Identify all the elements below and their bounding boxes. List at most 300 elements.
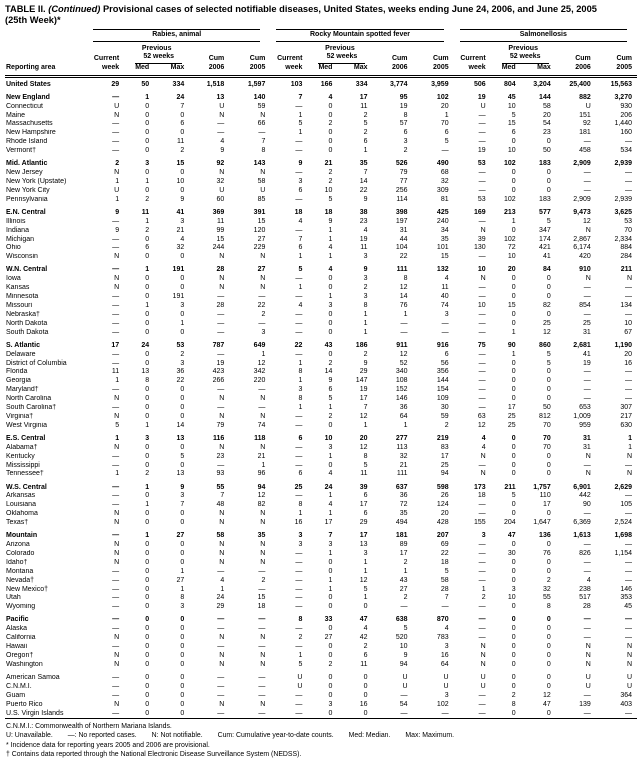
value-cell: —	[217, 461, 225, 469]
value-cell: 18	[294, 208, 303, 216]
value-cell: 0	[145, 691, 150, 699]
value-cell: 102	[504, 235, 516, 243]
value-cell: 2	[180, 147, 185, 155]
value-cell: 9	[180, 195, 185, 203]
value-cell: 63	[477, 412, 486, 420]
value-cell: 146	[620, 585, 632, 593]
value-cell: 22	[440, 549, 449, 557]
value-cell: 0	[328, 709, 333, 717]
value-cell: 10	[507, 102, 516, 110]
value-cell: 12	[542, 691, 551, 699]
value-cell: 18	[440, 558, 449, 566]
reporting-area-cell: New York (Upstate)	[6, 178, 67, 186]
value-cell: 1,009	[573, 412, 591, 420]
value-cell: 6	[363, 510, 368, 518]
value-cell: 0	[511, 682, 516, 690]
value-cell: 143	[253, 160, 266, 168]
value-cell: 0	[328, 284, 333, 292]
value-cell: 2	[444, 421, 449, 429]
value-cell: N	[260, 253, 266, 261]
value-cell: 74	[440, 302, 449, 309]
value-cell: 2	[115, 160, 120, 168]
value-cell: 29	[359, 519, 368, 527]
value-cell: 11	[360, 102, 368, 110]
value-cell: 8	[403, 275, 408, 283]
value-cell: 5	[328, 195, 333, 203]
header-spacer	[87, 42, 124, 53]
value-cell: —	[478, 377, 486, 385]
value-cell: 4	[328, 470, 333, 478]
value-cell: 0	[145, 660, 150, 668]
value-cell: N	[260, 510, 266, 518]
value-cell: 5	[298, 266, 303, 274]
value-cell: 0	[145, 386, 150, 394]
value-cell: —	[295, 625, 303, 633]
value-cell: 118	[254, 434, 266, 442]
value-cell: 41	[582, 350, 591, 358]
value-cell: 0	[180, 700, 185, 708]
value-cell: 3	[328, 541, 333, 549]
value-cell: —	[441, 328, 449, 336]
footnote-abbr-item: N: Not notifiable.	[151, 732, 203, 740]
value-cell: N	[219, 541, 225, 549]
value-cell: 29	[216, 603, 225, 611]
value-cell: —	[625, 377, 632, 385]
reporting-area-cell: Illinois	[6, 217, 26, 225]
value-cell: N	[626, 275, 632, 283]
header-spacer	[596, 42, 637, 53]
value-cell: 57	[399, 120, 408, 128]
value-cell: —	[112, 147, 120, 155]
value-cell: —	[112, 709, 120, 717]
value-cell: 26	[440, 492, 449, 500]
value-cell: —	[258, 625, 266, 633]
table-row	[5, 129, 637, 138]
value-cell: 186	[355, 341, 368, 349]
value-cell: 0	[546, 377, 551, 385]
value-cell: 6	[403, 129, 408, 137]
table-row	[5, 196, 637, 205]
value-cell: 3	[180, 359, 185, 367]
value-cell: 0	[328, 319, 333, 327]
header-spacer	[229, 42, 270, 53]
value-cell: 240	[436, 217, 449, 225]
value-cell: 1	[298, 284, 303, 292]
value-cell: —	[583, 138, 591, 146]
value-cell: 0	[180, 404, 185, 411]
value-cell: —	[478, 541, 486, 549]
value-cell: —	[295, 443, 303, 451]
value-cell: 0	[328, 691, 333, 699]
value-cell: —	[295, 558, 303, 566]
value-cell: 102	[436, 93, 449, 101]
value-cell: 854	[579, 302, 591, 309]
value-cell: N	[260, 660, 266, 668]
value-cell: —	[258, 319, 266, 327]
value-cell: 334	[355, 80, 368, 88]
value-cell: 398	[395, 208, 408, 216]
value-cell: 169	[473, 208, 486, 216]
value-cell: 4	[180, 235, 185, 243]
value-cell: N	[219, 651, 225, 659]
value-cell: 30	[507, 549, 516, 557]
value-cell: 15	[216, 235, 225, 243]
value-cell: 0	[145, 709, 150, 717]
reporting-area-cell: Vermont†	[6, 147, 36, 155]
value-cell: 334	[172, 80, 185, 88]
table-row	[5, 461, 637, 470]
value-cell: 111	[396, 470, 408, 478]
value-cell: N	[480, 660, 486, 668]
value-cell: —	[112, 350, 120, 358]
value-cell: 14	[324, 368, 333, 376]
header-spacer	[5, 29, 87, 42]
value-cell: N	[114, 651, 120, 659]
value-cell: N	[585, 660, 591, 668]
value-cell: —	[217, 310, 225, 318]
value-cell: 309	[436, 186, 449, 194]
value-cell: 0	[180, 541, 185, 549]
value-cell: 54	[399, 700, 408, 708]
table-row	[5, 138, 637, 147]
value-cell: 0	[180, 328, 185, 336]
value-cell: 53	[477, 160, 486, 168]
value-cell: 20	[507, 266, 516, 274]
reporting-area-cell: Alaska	[6, 625, 28, 633]
value-cell: —	[478, 404, 486, 411]
value-cell: N	[114, 700, 120, 708]
value-cell: 14	[359, 178, 368, 186]
value-cell: 9	[403, 651, 408, 659]
footnote-abbr-item: Med: Median.	[348, 732, 391, 740]
value-cell: 2	[511, 691, 516, 699]
value-cell: 0	[511, 293, 516, 301]
value-cell: 3	[145, 434, 150, 442]
table-row	[5, 510, 637, 519]
value-cell: 0	[546, 186, 551, 194]
value-cell: 1	[145, 501, 150, 509]
value-cell: —	[112, 501, 120, 509]
value-cell: 19	[359, 386, 368, 394]
value-cell: 1,698	[614, 532, 632, 540]
value-cell: —	[625, 625, 632, 633]
value-cell: N	[114, 634, 120, 642]
value-cell: —	[583, 510, 591, 518]
weeks52-label-text: 52 weeks	[318, 53, 365, 64]
value-cell: —	[295, 195, 303, 203]
value-cell: 3	[444, 643, 449, 651]
week-label: week	[270, 64, 307, 76]
footnote-cnmi: C.N.M.I.: Commonwealth of Northern Mariana Islands.	[6, 723, 172, 731]
value-cell: —	[217, 625, 225, 633]
value-cell: 31	[582, 443, 591, 451]
value-cell: 0	[511, 558, 516, 566]
value-cell: —	[478, 178, 486, 186]
value-cell: 256	[395, 186, 408, 194]
value-cell: 40	[440, 293, 449, 301]
value-cell: 3	[363, 253, 368, 261]
value-cell: 2,334	[614, 235, 632, 243]
table-row	[5, 470, 637, 479]
value-cell: —	[217, 386, 225, 394]
value-cell: 0	[546, 567, 551, 575]
value-cell: N	[626, 470, 632, 478]
value-cell: 2,524	[614, 519, 632, 527]
value-cell: —	[583, 386, 591, 394]
value-cell: 108	[395, 377, 408, 385]
value-cell: 0	[511, 651, 516, 659]
value-cell: —	[295, 293, 303, 301]
value-cell: 15	[176, 160, 185, 168]
value-cell: 1	[145, 93, 150, 101]
value-cell: 0	[145, 673, 150, 681]
value-cell: 50	[542, 404, 551, 411]
value-cell: 10	[399, 643, 408, 651]
value-cell: 50	[141, 80, 150, 88]
value-cell: 307	[620, 404, 632, 411]
value-cell: 0	[180, 284, 185, 292]
value-cell: —	[112, 532, 120, 540]
value-cell: 420	[579, 253, 591, 261]
value-cell: 17	[440, 452, 449, 460]
value-cell: 181	[395, 532, 408, 540]
value-cell: 9	[363, 195, 368, 203]
value-cell: 27	[176, 532, 185, 540]
value-cell: 28	[582, 603, 591, 611]
value-cell: 6	[363, 492, 368, 500]
table-title-week-line: (25th Week)*	[5, 15, 61, 25]
value-cell: 0	[546, 293, 551, 301]
value-cell: 28	[440, 585, 449, 593]
value-cell: 9	[115, 208, 120, 216]
value-cell: 134	[620, 302, 632, 309]
value-cell: 0	[328, 682, 333, 690]
value-cell: —	[217, 691, 225, 699]
value-cell: 0	[180, 443, 185, 451]
reporting-area-cell: W.S. Central	[6, 483, 47, 491]
value-cell: 0	[180, 412, 185, 420]
value-cell: 2,629	[614, 483, 632, 491]
value-cell: 787	[212, 341, 225, 349]
value-cell: 0	[180, 275, 185, 283]
value-cell: 11	[111, 368, 120, 376]
weeks52-label-text: 52 weeks	[502, 53, 549, 64]
value-cell: —	[478, 319, 486, 327]
value-cell: 0	[145, 634, 150, 642]
value-cell: N	[585, 226, 591, 234]
reporting-area-cell: North Dakota	[6, 319, 48, 327]
table-row	[5, 661, 637, 670]
value-cell: —	[478, 603, 486, 611]
value-cell: 93	[216, 470, 225, 478]
value-cell: 204	[504, 519, 516, 527]
reporting-area-cell: Minnesota	[6, 293, 39, 301]
value-cell: 47	[507, 532, 516, 540]
value-cell: 369	[212, 208, 225, 216]
value-cell: N	[480, 470, 486, 478]
value-cell: 27	[176, 576, 185, 584]
reporting-area-cell: Nebraska†	[6, 310, 40, 318]
value-cell: 353	[620, 594, 632, 602]
value-cell: 3	[444, 310, 449, 318]
value-cell: 1	[628, 434, 632, 442]
value-cell: 9	[363, 359, 368, 367]
value-cell: 0	[145, 147, 150, 155]
value-cell: 342	[253, 368, 266, 376]
table-row	[5, 89, 637, 102]
value-cell: 2	[328, 169, 333, 177]
value-cell: —	[583, 625, 591, 633]
header-spacer	[372, 42, 412, 53]
value-cell: 152	[395, 386, 408, 394]
value-cell: N	[114, 284, 120, 292]
value-cell: 0	[511, 501, 516, 509]
reporting-area-cell: Oklahoma	[6, 510, 38, 518]
value-cell: —	[217, 682, 225, 690]
value-cell: 191	[172, 293, 185, 301]
value-cell: 102	[504, 195, 516, 203]
value-cell: 1	[511, 350, 516, 358]
value-cell: 0	[328, 461, 333, 469]
value-cell: 284	[620, 253, 632, 261]
value-cell: 1	[363, 147, 368, 155]
value-cell: 1	[363, 328, 368, 336]
value-cell: 0	[145, 510, 150, 518]
value-cell: —	[295, 226, 303, 234]
value-cell: 60	[216, 195, 225, 203]
value-cell: 1	[115, 470, 120, 478]
value-cell: 1	[145, 266, 150, 274]
value-cell: —	[478, 616, 486, 624]
value-cell: 13	[176, 434, 185, 442]
value-cell: N	[480, 643, 486, 651]
value-cell: N	[219, 284, 225, 292]
value-cell: 20	[440, 102, 449, 110]
value-cell: 18	[257, 603, 266, 611]
value-cell: —	[583, 284, 591, 292]
value-cell: 1	[328, 404, 333, 411]
reporting-area-cell: Louisiana	[6, 501, 36, 509]
subheader-bottom-row	[5, 64, 637, 76]
value-cell: 0	[180, 395, 185, 403]
value-cell: 1	[115, 195, 120, 203]
value-cell: 64	[399, 412, 408, 420]
value-cell: 181	[579, 129, 591, 137]
value-cell: 31	[582, 434, 591, 442]
value-cell: —	[295, 549, 303, 557]
table-row	[5, 120, 637, 129]
value-cell: 14	[176, 421, 185, 429]
value-cell: 0	[511, 368, 516, 376]
value-cell: 217	[620, 412, 632, 420]
value-cell: —	[625, 169, 632, 177]
value-cell: 23	[216, 452, 225, 460]
value-cell: N	[114, 412, 120, 420]
value-cell: 140	[253, 93, 266, 101]
value-cell: 0	[546, 310, 551, 318]
value-cell: 96	[257, 470, 266, 478]
reporting-area-cell: Mississippi	[6, 461, 40, 469]
value-cell: N	[114, 558, 120, 566]
value-cell: N	[219, 549, 225, 557]
value-cell: 59	[440, 412, 449, 420]
value-cell: 4	[220, 576, 225, 584]
group-header-row	[5, 29, 637, 42]
value-cell: 25	[582, 319, 591, 327]
table-row	[5, 350, 637, 359]
value-cell: —	[112, 386, 120, 394]
value-cell: 20	[440, 510, 449, 518]
value-cell: 1	[298, 651, 303, 659]
value-cell: 21	[399, 461, 408, 469]
value-cell: N	[260, 651, 266, 659]
previous-label: Previous	[508, 44, 538, 52]
value-cell: 1	[145, 178, 150, 186]
value-cell: —	[217, 129, 225, 137]
group-header-rmsf-label: Rocky Mountain spotted fever	[276, 29, 443, 42]
value-cell: —	[478, 549, 486, 557]
value-cell: 47	[359, 616, 368, 624]
value-cell: N	[219, 412, 225, 420]
value-cell: —	[217, 616, 225, 624]
value-cell: U	[585, 673, 591, 681]
value-cell: —	[112, 567, 120, 575]
value-cell: 55	[542, 594, 551, 602]
value-cell: 147	[355, 377, 368, 385]
value-cell: 166	[320, 80, 333, 88]
value-cell: 2	[403, 594, 408, 602]
value-cell: 70	[542, 443, 551, 451]
value-cell: N	[114, 549, 120, 557]
value-cell: U	[443, 682, 449, 690]
value-cell: 8	[298, 501, 303, 509]
value-cell: 0	[180, 634, 185, 642]
table-row	[5, 111, 637, 120]
reporting-area-cell: Guam	[6, 691, 26, 699]
value-cell: 0	[328, 558, 333, 566]
value-cell: 0	[511, 443, 516, 451]
value-cell: 1	[363, 319, 368, 327]
value-cell: 0	[180, 558, 185, 566]
value-cell: 3,774	[390, 80, 408, 88]
value-cell: 206	[620, 111, 632, 119]
value-cell: —	[441, 147, 449, 155]
value-cell: N	[219, 253, 225, 261]
value-cell: 7	[363, 404, 368, 411]
value-cell: —	[478, 634, 486, 642]
week-label: week	[454, 64, 491, 76]
value-cell: —	[258, 616, 266, 624]
value-cell: U	[402, 682, 408, 690]
year-2006-label: 2006	[189, 64, 229, 76]
table-row	[5, 395, 637, 404]
current-label: Current	[277, 55, 303, 63]
value-cell: —	[295, 603, 303, 611]
value-cell: 39	[359, 483, 368, 491]
value-cell: —	[258, 643, 266, 651]
value-cell: 9	[328, 377, 333, 385]
value-cell: 90	[582, 501, 591, 509]
value-cell: —	[625, 186, 632, 194]
value-cell: 0	[511, 377, 516, 385]
value-cell: 930	[620, 102, 632, 110]
value-cell: 0	[145, 625, 150, 633]
value-cell: —	[295, 492, 303, 500]
value-cell: —	[625, 567, 632, 575]
value-cell: —	[400, 328, 408, 336]
value-cell: —	[478, 386, 486, 394]
table-row	[5, 359, 637, 368]
